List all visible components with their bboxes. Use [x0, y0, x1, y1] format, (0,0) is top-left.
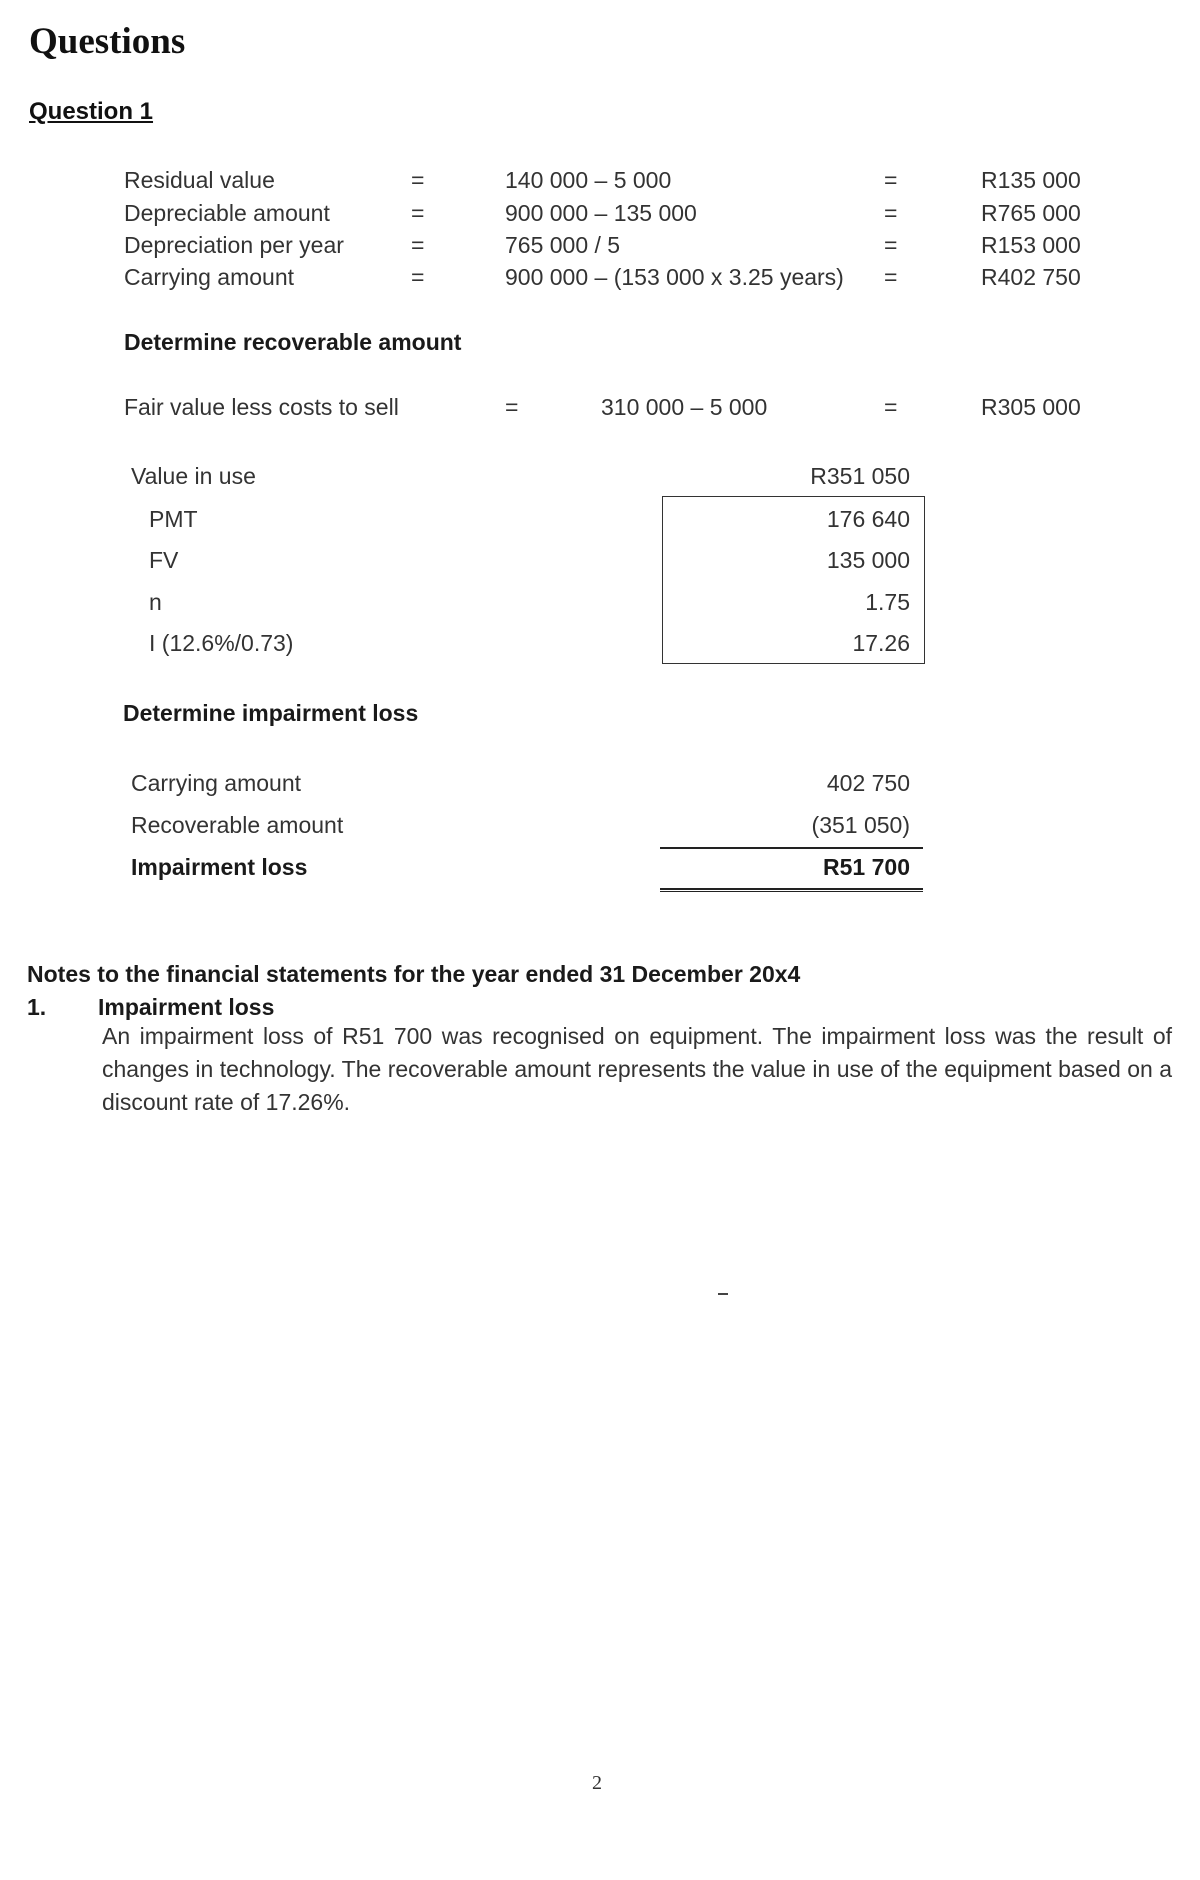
fair-value-label: Fair value less costs to sell — [124, 394, 399, 420]
input-value: 17.26 — [852, 630, 910, 656]
recoverable-amount-label: Recoverable amount — [131, 812, 344, 838]
note-number: 1. — [27, 994, 47, 1020]
input-label: I (12.6%/0.73) — [149, 630, 294, 656]
calc-label: Residual value — [124, 167, 275, 193]
page-heading: Questions — [29, 21, 186, 62]
note-paragraph: An impairment loss of R51 700 was recognised on equipment. The impairment loss was the result of changes in technology. The recoverable amount represents the value in use of the equipment based on a discount rate of 17.26%. — [102, 1023, 1172, 1115]
calc-label: Carrying amount — [124, 264, 295, 290]
total-rule-upper — [660, 888, 923, 890]
equals-sign: = — [884, 200, 898, 226]
carrying-amount-label: Carrying amount — [131, 770, 302, 796]
input-value: 176 640 — [826, 506, 910, 532]
input-label: FV — [149, 547, 179, 573]
scan-mark — [718, 1293, 728, 1295]
calc-label: Depreciation per year — [124, 232, 344, 258]
equals-sign: = — [411, 200, 425, 226]
calc-result: R153 000 — [981, 232, 1081, 258]
notes-title: Notes to the financial statements for the year ended 31 December 20x4 — [27, 961, 801, 987]
equals-sign: = — [411, 232, 425, 258]
calc-expression: 140 000 – 5 000 — [505, 167, 672, 193]
equals-sign: = — [884, 167, 898, 193]
calc-expression: 765 000 / 5 — [505, 232, 621, 258]
input-value: 1.75 — [865, 589, 910, 615]
equals-sign: = — [411, 264, 425, 290]
fair-value-result: R305 000 — [981, 394, 1081, 420]
calc-result: R402 750 — [981, 264, 1081, 290]
input-label: PMT — [149, 506, 198, 532]
input-label: n — [149, 589, 162, 615]
total-rule-lower — [660, 891, 923, 892]
note-item-title: Impairment loss — [98, 994, 275, 1020]
value-in-use-value: R351 050 — [810, 463, 910, 489]
fair-value-expression: 310 000 – 5 000 — [601, 394, 768, 420]
impairment-heading: Determine impairment loss — [123, 700, 419, 726]
impairment-loss-label: Impairment loss — [131, 854, 308, 880]
input-value: 135 000 — [826, 547, 910, 573]
equals-sign: = — [884, 264, 898, 290]
calc-result: R765 000 — [981, 200, 1081, 226]
equals-sign: = — [884, 394, 898, 420]
impairment-loss-value: R51 700 — [823, 854, 910, 880]
calc-expression: 900 000 – 135 000 — [505, 200, 697, 226]
recoverable-amount-value: (351 050) — [811, 812, 910, 838]
calc-expression: 900 000 – (153 000 x 3.25 years) — [505, 264, 844, 290]
equals-sign: = — [884, 232, 898, 258]
carrying-amount-value: 402 750 — [826, 770, 910, 796]
recoverable-heading: Determine recoverable amount — [124, 329, 462, 355]
page-number: 2 — [592, 1772, 602, 1794]
calc-result: R135 000 — [981, 167, 1081, 193]
equals-sign: = — [411, 167, 425, 193]
calc-label: Depreciable amount — [124, 200, 330, 226]
value-in-use-label: Value in use — [131, 463, 256, 489]
subtotal-rule — [660, 847, 923, 849]
question-title: Question 1 — [29, 98, 154, 125]
equals-sign: = — [505, 394, 519, 420]
